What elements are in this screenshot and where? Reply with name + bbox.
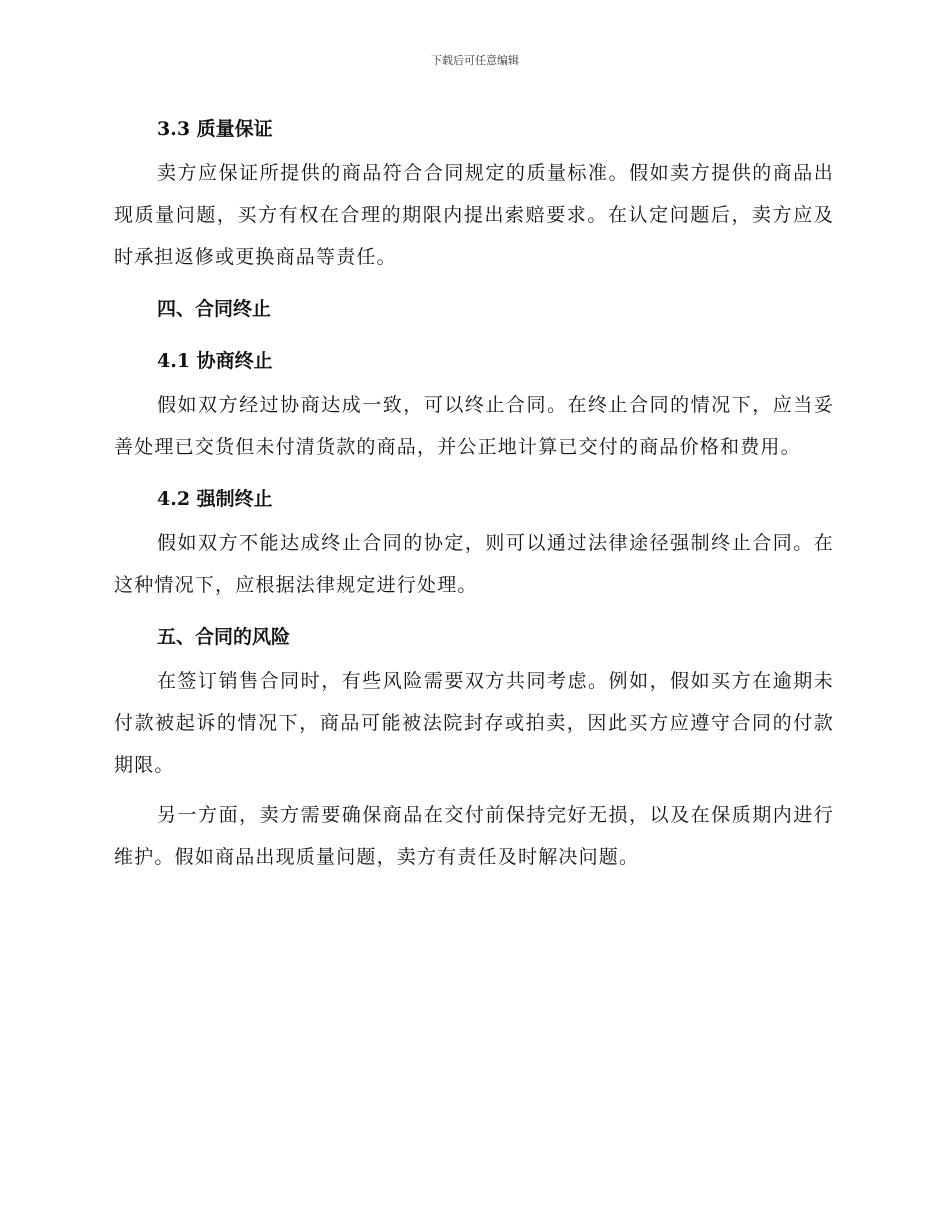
document-body xyxy=(114,110,834,878)
section-heading-4-2: 4.2 强制终止 xyxy=(157,488,273,510)
page-header: 下载后可任意编辑 xyxy=(431,54,519,67)
paragraph-contract-risk-2: 另一方面，卖方需要确保商品在交付前保持完好无损，以及在保质期内进行维护。假如商品出现质量问题，卖方有责任及时解决问题。 xyxy=(114,804,834,868)
paragraph-negotiated-termination: 假如双方经过协商达成一致，可以终止合同。在终止合同的情况下，应当妥善处理已交货但未付清货款的商品，并公正地计算已交付的商品价格和费用。 xyxy=(114,394,834,458)
paragraph-contract-risk-1: 在签订销售合同时，有些风险需要双方共同考虑。例如，假如买方在逾期未付款被起诉的情况下，商品可能被法院封存或拍卖，因此买方应遵守合同的付款期限。 xyxy=(114,670,834,776)
section-heading-4: 四、合同终止 xyxy=(157,298,272,320)
section-heading-3-3: 3.3 质量保证 xyxy=(157,118,273,140)
section-heading-4-1: 4.1 协商终止 xyxy=(157,350,273,372)
paragraph-quality-guarantee: 卖方应保证所提供的商品符合合同规定的质量标准。假如卖方提供的商品出现质量问题，买方有权在合理的期限内提出索赔要求。在认定问题后，卖方应及时承担返修或更换商品等责任。 xyxy=(114,162,834,268)
section-heading-5: 五、合同的风险 xyxy=(157,626,291,648)
paragraph-forced-termination: 假如双方不能达成终止合同的协定，则可以通过法律途径强制终止合同。在这种情况下，应根据法律规定进行处理。 xyxy=(114,532,834,596)
